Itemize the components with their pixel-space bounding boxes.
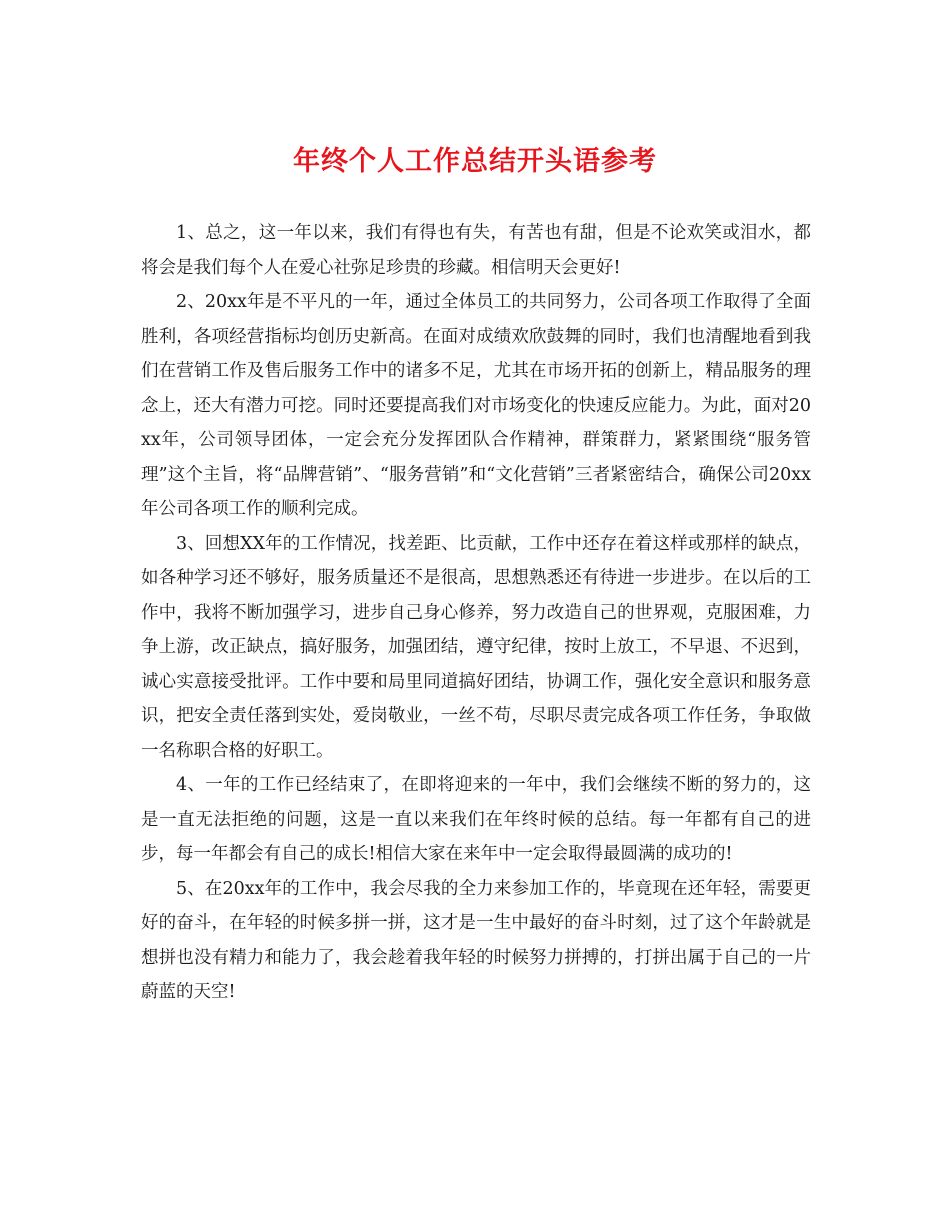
paragraph-1: 1、总之，这一年以来，我们有得也有失，有苦也有甜，但是不论欢笑或泪水，都将会是我们每个人在爱心社弥足珍贵的珍藏。相信明天会更好! bbox=[141, 223, 811, 278]
paragraph-4: 4、一年的工作已经结束了，在即将迎来的一年中，我们会继续不断的努力的，这是一直无法拒绝的问题，这是一直以来我们在年终时候的总结。每一年都有自己的进步，每一年都会有自己的成长!相信大家在来年中一定会取得最圆满的成功的! bbox=[141, 775, 811, 864]
document-body bbox=[141, 216, 811, 1010]
paragraph-3: 3、回想XX年的工作情况，找差距、比贡献，工作中还存在着这样或那样的缺点，如各种学习还不够好，服务质量还不是很高，思想熟悉还有待进一步进步。在以后的工作中，我将不断加强学习，进步自己身心修养，努力改造自己的世界观，克服困难，力争上游，改正缺点，搞好服务，加强团结，遵守纪律，按时上放工，不早退、不迟到，诚心实意接受批评。工作中要和局里同道搞好团结，协调工作，强化安全意识和服务意识，把安全责任落到实处，爱岗敬业，一丝不苟，尽职尽责完成各项工作任务，争取做一名称职合格的好职工。 bbox=[141, 533, 811, 761]
paragraph-5: 5、在20xx年的工作中，我会尽我的全力来参加工作的，毕竟现在还年轻，需要更好的奋斗，在年轻的时候多拼一拼，这才是一生中最好的奋斗时刻，过了这个年龄就是想拼也没有精力和能力了，我会趁着我年轻的时候努力拼搏的，打拼出属于自己的一片蔚蓝的天空! bbox=[141, 878, 811, 1002]
document-title: 年终个人工作总结开头语参考 bbox=[293, 146, 657, 177]
paragraph-2: 2、20xx年是不平凡的一年，通过全体员工的共同努力，公司各项工作取得了全面胜利，各项经营指标均创历史新高。在面对成绩欢欣鼓舞的同时，我们也清醒地看到我们在营销工作及售后服务工作中的诸多不足，尤其在市场开拓的创新上，精品服务的理念上，还大有潜力可挖。同时还要提高我们对市场变化的快速反应能力。为此，面对20xx年，公司领导团体，一定会充分发挥团队合作精神，群策群力，紧紧围绕“服务管理”这个主旨，将“品牌营销”、“服务营销”和“文化营销”三者紧密结合，确保公司20xx年公司各项工作的顺利完成。 bbox=[141, 292, 811, 519]
